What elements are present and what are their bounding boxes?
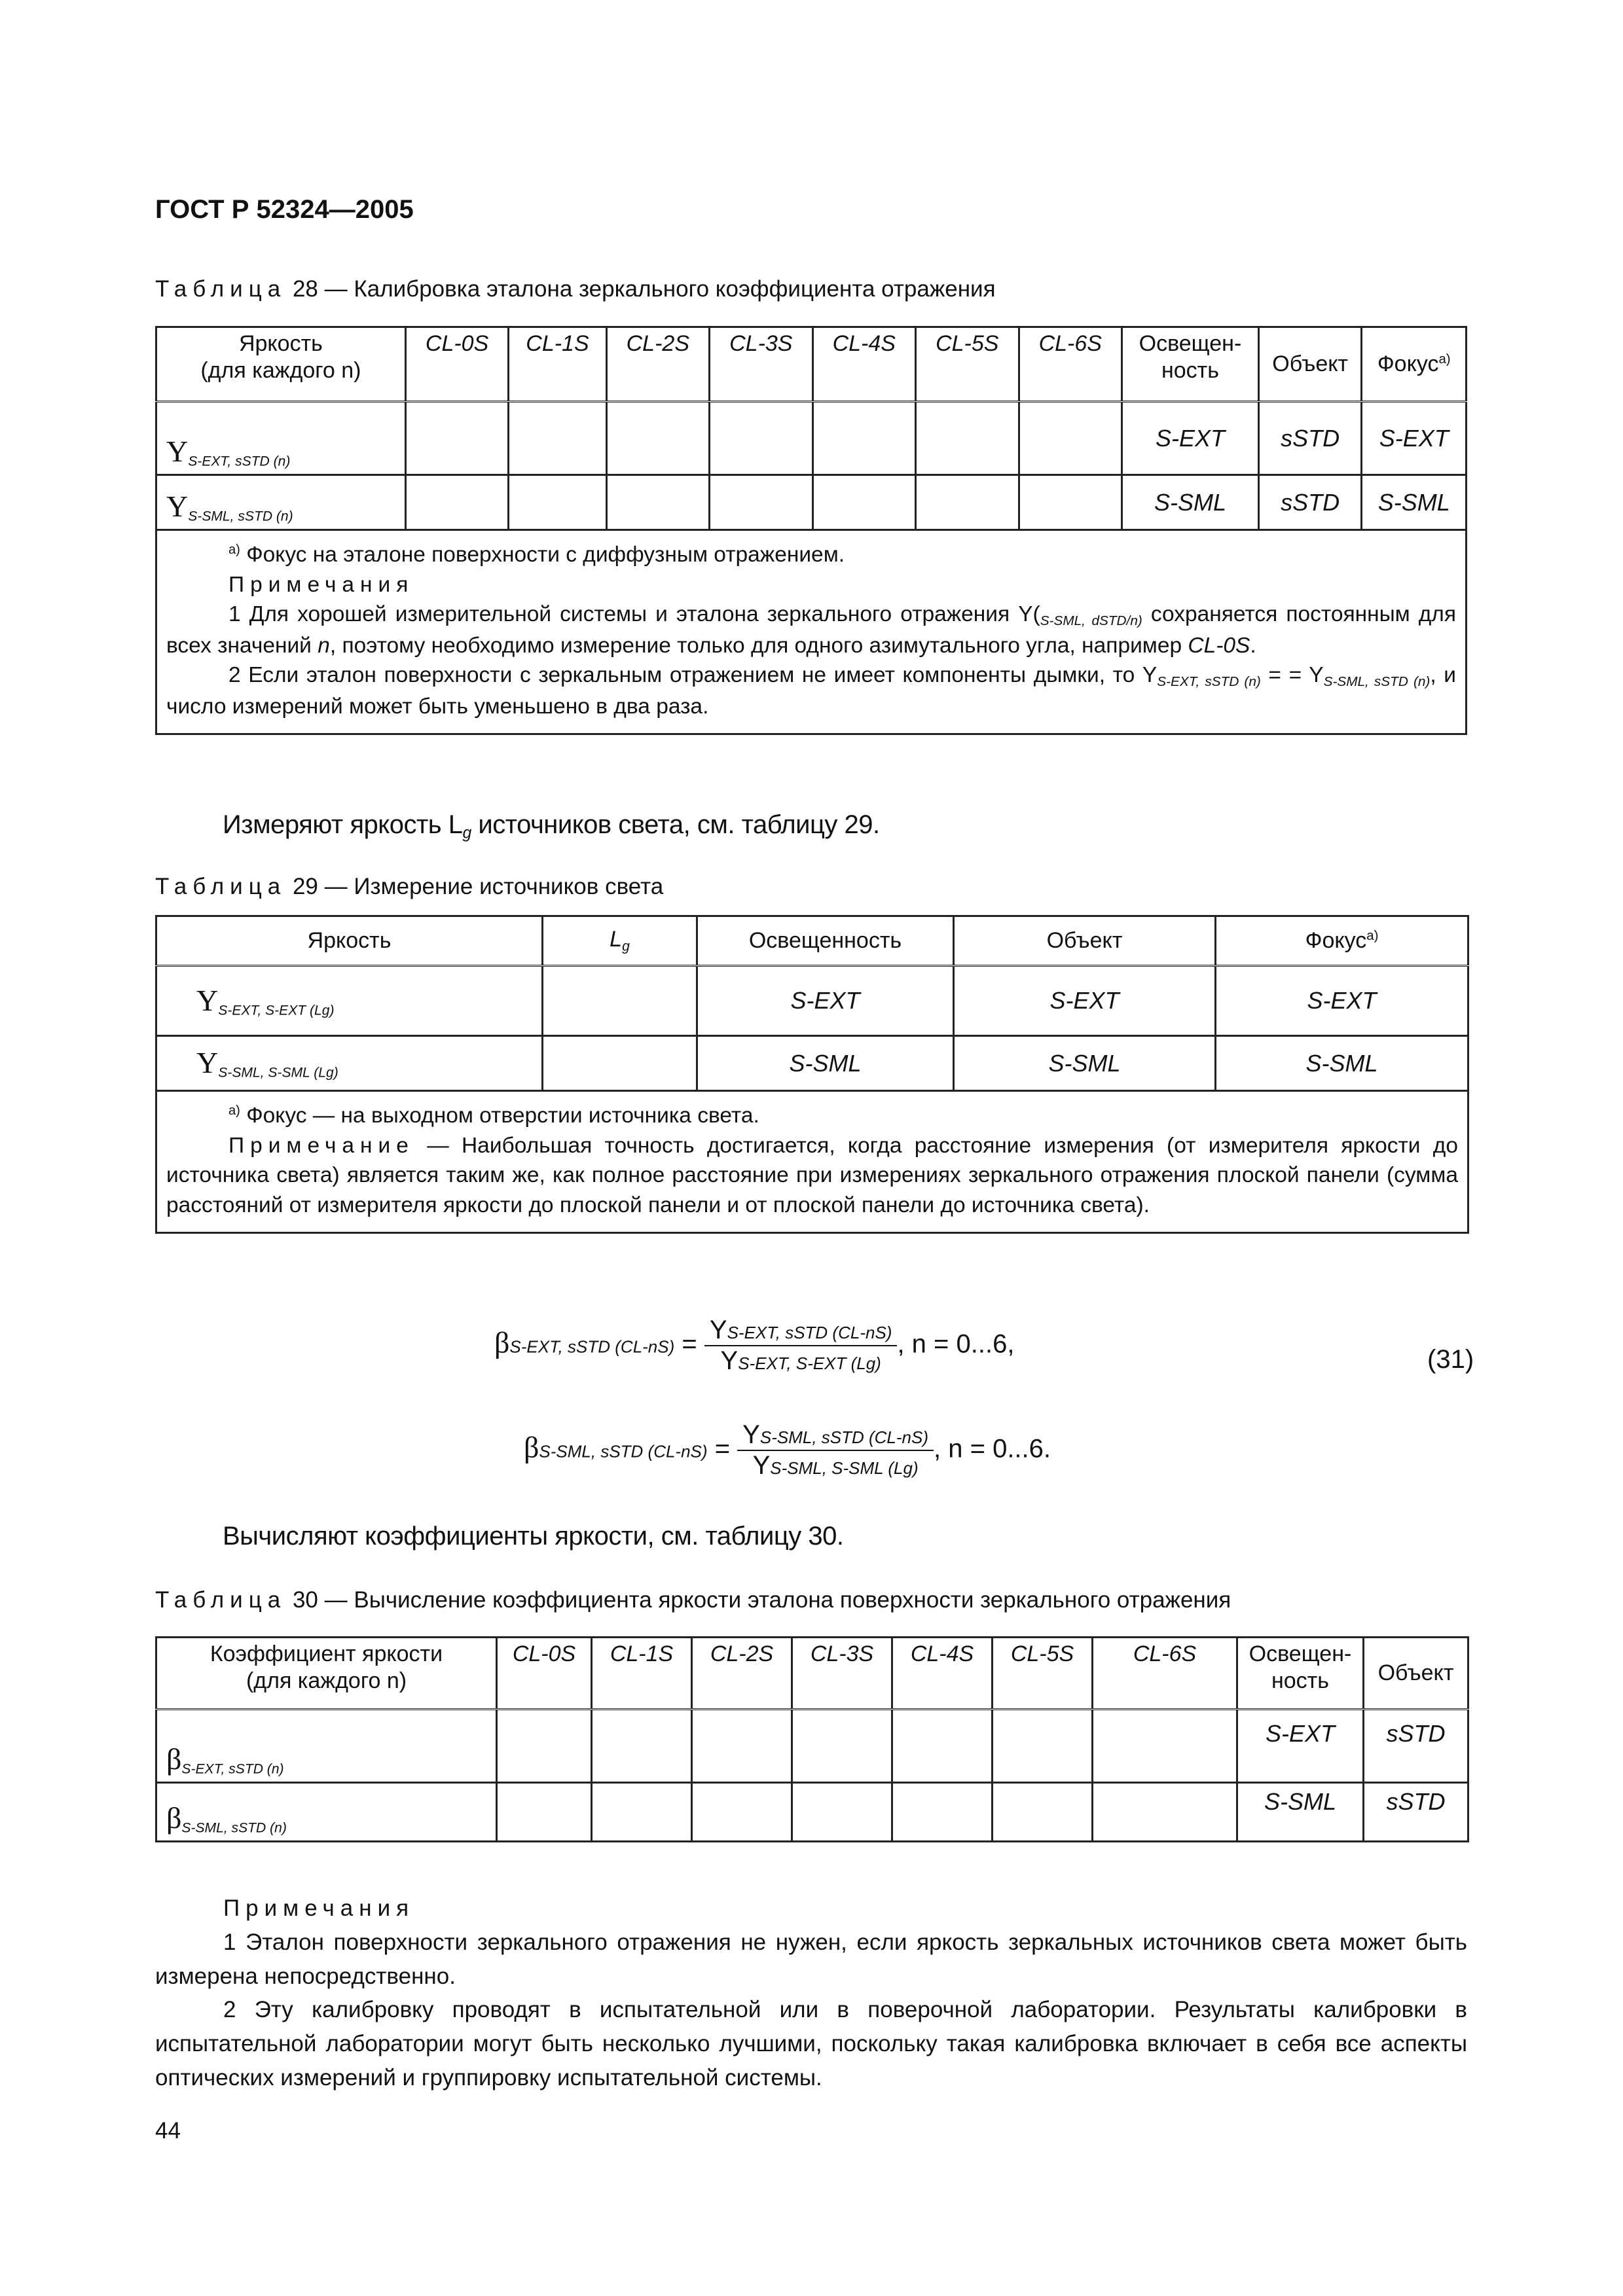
table30-header-row (156, 1638, 1468, 1710)
table28-col: CL-0S (425, 331, 489, 356)
table30-col-object: Объект (1364, 1638, 1468, 1710)
row-label: $Y_{S-SML, S-SML (Lg)}$ (156, 1036, 543, 1091)
object-value: sSTD (1258, 402, 1361, 475)
table28-col-brightness: Яркость (для каждого n) (156, 327, 406, 402)
table28-header-row (156, 327, 1467, 402)
table29-col-lg: $L_g$ (543, 916, 697, 966)
note: Примечание — Наибольшая точность достигается, когда расстояние измерения (от измерителя яркости до источника света) является таким же, как полное расстояние при измерениях зеркального отражения плоской панели (сумма расстояний от измерителя яркости до плоской панели и от плоской панели до источника света). (166, 1133, 1458, 1217)
table29-footnotes (156, 1091, 1468, 1233)
formula-number: (31) (1427, 1345, 1474, 1374)
table28-col: CL-3S (729, 331, 793, 356)
row-label: $\beta_{S-SML, sSTD (n)}$ (156, 1783, 497, 1842)
table-row (156, 966, 1468, 1036)
object-value: sSTD (1364, 1783, 1468, 1842)
focus-value: S-SML (1362, 475, 1467, 530)
table28-caption-word: Таблица (155, 276, 287, 302)
paragraph-measure: Измеряют яркость $L_g$ источников света, см. таблицу 29. (223, 810, 880, 842)
focus-value: S-EXT (1362, 402, 1467, 475)
illum-value: S-SML (697, 1036, 954, 1091)
object-value: S-EXT (954, 966, 1216, 1036)
notes-heading: Примечания (228, 572, 414, 597)
table30-col-illum: Освещен- ность (1237, 1638, 1364, 1710)
table30-col: CL-1S (610, 1641, 674, 1666)
focus-value: S-SML (1216, 1036, 1468, 1091)
table28-col-focus: Фокус$^{а)}$ (1362, 327, 1467, 402)
table30 (155, 1636, 1469, 1842)
object-value: sSTD (1258, 475, 1361, 530)
table29-header-row (156, 916, 1468, 966)
table28-col: CL-1S (526, 331, 589, 356)
illum-value: S-EXT (1122, 402, 1259, 475)
fraction: $\frac{\text{YS-EXT, sSTD (CL-nS)}}{\text{YS-EXT, S-EXT (Lg)}}$ (704, 1316, 898, 1376)
table29-caption-word: Таблица (155, 874, 287, 899)
table28 (155, 326, 1467, 735)
illum-value: S-SML (1237, 1783, 1364, 1842)
footnote: $^{а)}$ Фокус на эталоне поверхности с диффузным отражением. (228, 542, 845, 567)
table30-col: CL-6S (1133, 1641, 1197, 1666)
table28-caption (155, 276, 996, 302)
table29 (155, 915, 1469, 1234)
paragraph-calculate: Вычисляют коэффициенты яркости, см. таблицу 30. (223, 1522, 844, 1551)
table29-col-focus: Фокус$^{а)}$ (1216, 916, 1468, 966)
table29-col-brightness: Яркость (156, 916, 543, 966)
table30-caption-word: Таблица (155, 1587, 287, 1613)
table28-col: CL-2S (626, 331, 689, 356)
notes-heading: Примечания (223, 1895, 415, 1921)
note-2: 2 Эту калибровку проводят в испытательной или в поверочной лаборатории. Результаты калибровки в испытательной лаборатории могут быть несколько лучшими, поскольку такая калибровка включает в себя все аспекты оптических измерений и группировку испытательной системы. (155, 1997, 1467, 2090)
table30-caption-text: 30 — Вычисление коэффициента яркости эталона поверхности зеркального отражения (292, 1587, 1231, 1613)
table28-col: CL-4S (832, 331, 896, 356)
table29-col-illum: Освещенность (697, 916, 954, 966)
table29-footnote-row (156, 1091, 1468, 1233)
table30-col: CL-2S (710, 1641, 774, 1666)
table28-footnote-row (156, 530, 1467, 734)
table-row (156, 475, 1467, 530)
table28-footnotes (156, 530, 1467, 734)
note-1: 1 Эталон поверхности зеркального отражения не нужен, если яркость зеркальных источников света может быть измерена непосредственно. (155, 1929, 1467, 1989)
row-label: $Y_{S-EXT, S-EXT (Lg)}$ (156, 966, 543, 1036)
table28-col: CL-6S (1038, 331, 1102, 356)
formula-31: βS-EXT, sSTD (CL-nS) = $\frac{\text{YS-EXT, sSTD (CL-nS)}}{\text{YS-EXT, S-EXT (Lg)}}$ , n = 0...6, (494, 1316, 1015, 1375)
note-2: 2 Если эталон поверхности с зеркальным отражением не имеет компоненты дымки, то $Y_{S-EXT, sSTD (n)}$ = = $Y_{S-SML, sSTD (n)}$, и число измерений может быть уменьшено в два раза. (166, 663, 1456, 719)
illum-value: S-EXT (1237, 1710, 1364, 1783)
formula-32: βS-SML, sSTD (CL-nS) = $\frac{\text{YS-SML, sSTD (CL-nS)}}{\text{YS-SML, S-SML (Lg)}}$ , n = 0...6. (524, 1420, 1051, 1480)
illum-value: S-SML (1122, 475, 1259, 530)
table30-col: CL-3S (810, 1641, 874, 1666)
table-row (156, 402, 1467, 475)
table30-col-coef: Коэффициент яркости (для каждого n) (156, 1638, 497, 1710)
table28-caption-text: 28 — Калибровка эталона зеркального коэффициента отражения (292, 276, 996, 302)
table29-caption (155, 874, 663, 900)
page-number: 44 (155, 2118, 181, 2144)
table30-col: CL-5S (1010, 1641, 1074, 1666)
table28-col-object: Объект (1258, 327, 1361, 402)
table28-col: CL-5S (936, 331, 999, 356)
row-label: $Y_{S-SML, sSTD (n)}$ (156, 475, 406, 530)
object-value: S-SML (954, 1036, 1216, 1091)
table-row (156, 1036, 1468, 1091)
row-label: $Y_{S-EXT, sSTD (n)}$ (156, 402, 406, 475)
fraction: $\frac{\text{YS-SML, sSTD (CL-nS)}}{\text{YS-SML, S-SML (Lg)}}$ (737, 1420, 934, 1480)
table30-caption (155, 1587, 1231, 1613)
object-value: sSTD (1364, 1710, 1468, 1783)
table29-caption-text: 29 — Измерение источников света (292, 874, 664, 899)
focus-value: S-EXT (1216, 966, 1468, 1036)
notes-block (155, 1892, 1467, 2095)
table28-col-illum: Освещен- ность (1122, 327, 1259, 402)
document-header: ГОСТ Р 52324—2005 (155, 195, 414, 224)
table-row (156, 1783, 1468, 1842)
table30-col: CL-4S (910, 1641, 974, 1666)
table30-col: CL-0S (512, 1641, 576, 1666)
note-1: 1 Для хорошей измерительной системы и эталона зеркального отражения $Y(_{S-SML, dSTD/n)}$ сохраняется постоянным для всех значений n, поэтому необходимо измерение только для одного азимутального угла, например CL-0S. (166, 602, 1456, 658)
row-label: $\beta_{S-EXT, sSTD (n)}$ (156, 1710, 497, 1783)
table29-col-object: Объект (954, 916, 1216, 966)
table-row (156, 1710, 1468, 1783)
footnote: $^{а)}$ Фокус — на выходном отверстии источника света. (228, 1103, 759, 1128)
illum-value: S-EXT (697, 966, 954, 1036)
